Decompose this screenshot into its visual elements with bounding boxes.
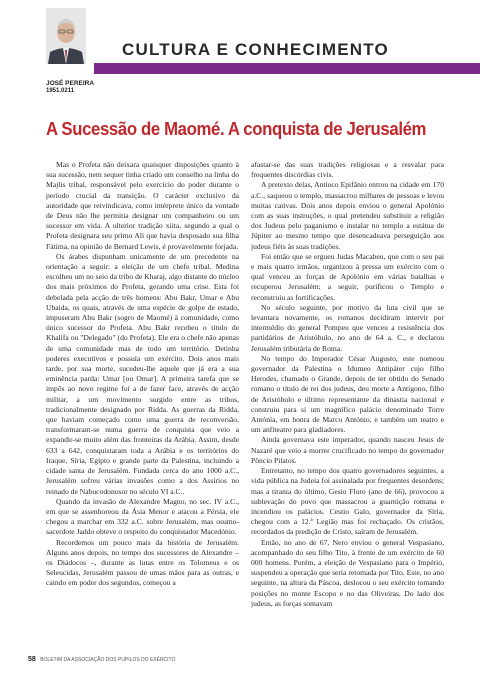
paragraph: Foi então que se ergueu Judas Macabeu, que com o seu pai e mais quatro irmãos, organizou à pressa um exército com o qual venceu as forças de Apolónio em várias batalhas e recuperou Jerusalém; a seguir, purificou o Templo e reconstruiu as fortificações.: [251, 251, 444, 302]
article-column-left: [46, 160, 239, 655]
page-footer: [28, 656, 175, 663]
paragraph: afastar-se das suas tradições religiosas e a resvalar para frequentes discórdias civis.: [251, 160, 444, 180]
publication-name: BOLETIM DA ASSOCIAÇÃO DOS PUPILOS DO EXÉRCITO: [40, 657, 176, 663]
paragraph: Mas o Profeta não deixara quaisquer disposições quanto à sua sucessão, nem sequer tinha criado um conselho na linha do Majlis tribal, responsável pelo exercício do poder durante o período crucial da transição. O carácter exclusivo da autoridade que reivindicava, como intérprete único da vontade de Deus não lhe permitia designar um companheiro ou um sucessor em vida. A ulterior tradição xiita, segundo a qual o Profeta designara seu primo Ali que havia desposado sua filha Fátima, na opinião de Bernard Lewis, é provavelmente forjada.: [46, 160, 239, 251]
article-column-right: [251, 160, 444, 655]
paragraph: Recordemos um pouco mais da história de Jerusalém. Alguns anos depois, no tempo dos sucessores de Alexandre – os Diádocos –, durante as lutas entre os Tolomeus e os Seleucidas, Jerusalém passou de umas mãos para as outras, e caindo em poder dos segundos, começou a: [46, 537, 239, 588]
paragraph: Ainda governava este imperador, quando nasceu Jesus de Nazaré que veio a morrer crucificado no tempo do governador Pôncio Pilatos.: [251, 435, 444, 465]
page-number: 58: [28, 656, 36, 663]
section-title: CULTURA E CONHECIMENTO: [122, 40, 389, 59]
paragraph: A pretexto delas, Antíoco Epifânio entrou na cidade em 170 a.C., saqueou o templo, massacrou milhares de pessoas e levou muitas cativas. Dois anos depois enviou o general Apolónio com as suas instruções, o qual pretendeu substituir a religião dos Judeus pelo paganismo e instalar no templo a estátua de Júpiter ao mesmo tempo que desencadeava perseguição aos judeus fiéis às suas tradições.: [251, 180, 444, 251]
author-photo: [46, 8, 86, 64]
paragraph: Entretanto, no tempo dos quatro governadores seguintes, a vida pública na Judeia foi assinalada por frequentes desordens; mas a tirania do último, Gesio Floro (ano de 66), provocou a sublevação do povo que massacrou a guarnição romana e incendiou os palácios. Cestio Galo, governador da Síria, chegou com a 12.ª Legião mas foi rechaçado. Os cristãos, recordados da predição de Cristo, saíram de Jerusalém.: [251, 466, 444, 537]
paragraph: No tempo do Imperador César Augusto, este nomeou governador da Palestina o Idumeo Antipáter cujo filho Herodes, chamado o Grande, depois de ter obtido do Senado romano o título de rei dos judeus, deu morte a Antígono, filho de Aristóbulo e último representante da dinastia nacional e construiu para si um magnífico palácio denominado Torre Antónia, em honra de Marco António, e também um teatro e um anfiteatro para gladiadores.: [251, 353, 444, 435]
author-id: 1951.0211: [46, 88, 75, 94]
paragraph: Os árabes dispunham unicamente de um precedente na orientação a seguir: a eleição de um chefe tribal. Medina escolheu um no seio da tribo de Kharaj, algo distante do núcleo dos mais próximos do Profeta, gerando uma crise. Esta foi debelada pela acção de três homens: Abu Bakr, Umar e Abu Ubaida, os quais, através de uma espécie de golpe de estado, impuseram Abu Bakr (sogro de Maomé) à comunidade, como único sucessor do Profeta. Abu Bakr recebeu o título de Khalifa ou "Delegado" (do Profeta). Ele era o chefe não apenas de uma comunidade mas de todo um território. Detinha poderes executivos e possuía um exército. Dois anos mais tarde, por sua morte, sucedeu-lhe aquele que já era a sua eminência parda: Umar [ou Omar]. A primeira tarefa que se impôs ao novo regime foi a de fazer face, através de acção militar, a um movimento surgido entre as tribos, tradicionalmente designado por Ridda. As guerras da Ridda, que haviam começado como uma guerra de reconversão, transformaram-se numa guerra de conquista que veio a expandir-se muito além das fronteiras da Arábia. Assim, desde 633 a 642, conquistaram toda a Arábia e os territórios do Iraque, Síria, Egipto e grande parte da Palestina, incluindo a cidade santa de Jerusalém. Fundada cerca do ano 1000 a.C., Jerusalém sofreu várias invasões como a dos Assírios no reinado de Nabucodonosor no século VI a.C..: [46, 251, 239, 496]
paragraph: Então, no ano de 67, Nero enviou o general Vespasiano, acompanhado do seu filho Tito, à frente de um exército de 60 000 homens. Porém, a eleição de Vespasiano para o Império, suspendeu a operação que seria retomada por Tito. Este, no ano seguinte, na altura da Páscoa, deslocou o seu exército tomando posições no monte Escopo e no das Oliveiras. Do lado dos judeus, as forças somavam: [251, 537, 444, 608]
paragraph: No século seguinte, por motivo da luta civil que se levantara novamente, os romanos decidiram intervir por intermédio do general Pompeu que venceu a resistência dos partidários de Aristóbulo, no ano de 64 a. C., e declarou Jerusalém tributária de Roma.: [251, 302, 444, 353]
article-headline: A Sucessão de Maomé. A conquista de Jerusalém: [46, 118, 427, 139]
page-header: [0, 0, 480, 94]
paragraph: Quando da invasão de Alexandre Magno, no sec. IV a.C., em que se assenhoreou da Ásia Menor e atacou a Pérsia, ele chegou a marchar em 332 a.C. sobre Jerusalém, mas osumo-sacerdote Jaddo obteve o respeito do conquistador Macedónio.: [46, 496, 239, 537]
author-name: JOSÉ PEREIRA: [46, 80, 95, 87]
section-accent-bar: [94, 63, 480, 74]
